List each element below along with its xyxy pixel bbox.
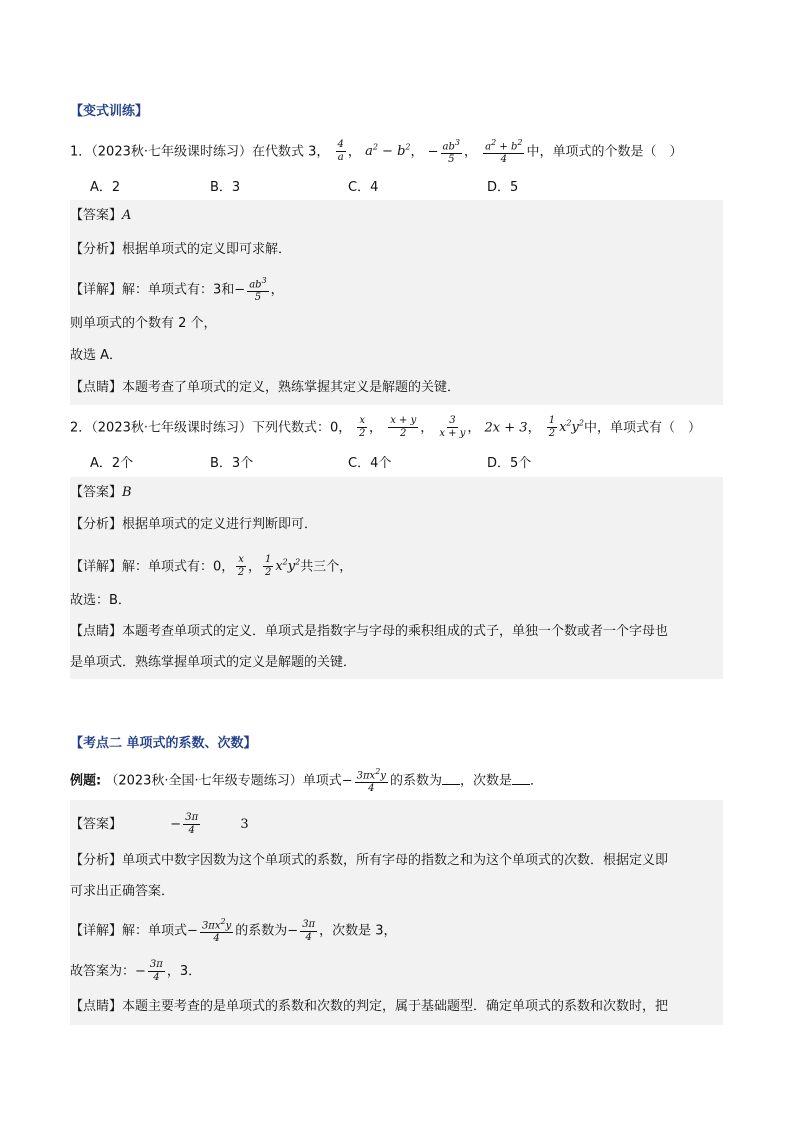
example-detail: 【详解】解：单项式− $\frac{3\pi x^2y}{4}$ 的系数为− $\frac{3\pi}{4}$ ，次数是 3， [70, 917, 397, 945]
q2-comment-line-2: 是单项式．熟练掌握单项式的定义是解题的关键． [70, 655, 357, 670]
example-final-answer: 故答案为：− $\frac{3\pi}{4}$ ，3． [70, 959, 202, 983]
q1-detail-line-2: 则单项式的个数有 2 个， [70, 316, 217, 331]
question-1-stem: 1．（2023秋·七年级课时练习）在代数式 3， $\frac{4}{a}$ ， $a^2 - b^2$， − $\frac{ab^3}{5}$ ， $\frac{a^2 + b^2}{4}$ 中，单项式的个数是（ ） [70, 137, 683, 165]
q1-analysis: 【分析】根据单项式的定义即可求解． [70, 242, 292, 257]
fraction-4-over-a: $\frac{4}{a}$ [337, 139, 344, 164]
fraction-ab3-over-5: $\frac{ab^3}{5}$ [442, 137, 461, 165]
q1-option-d: D．5 [487, 180, 519, 195]
example-stem: 例题: （2023秋·全国·七年级专题练习）单项式− $\frac{3\pi x^2y}{4}$ 的系数为 ，次数是 ． [70, 767, 543, 795]
question-2-suffix: 中，单项式有（ ） [583, 420, 701, 436]
expr-a2-minus-b2: $a^2 - b^2$ [365, 143, 411, 160]
q2-analysis: 【分析】根据单项式的定义进行判断即可． [70, 517, 318, 532]
q2-comment-line-1: 【点睛】本题考查单项式的定义．单项式是指数字与字母的乘积组成的式子，单独一个数或者一个字母也 [70, 624, 669, 639]
q1-option-c: C．4 [348, 180, 379, 195]
q2-option-c: C．4个 [348, 456, 392, 471]
section-heading-variant-training: 【变式训练】 [70, 104, 149, 119]
example-analysis-line-2: 可求出正确答案． [70, 884, 175, 899]
example-analysis-line-1: 【分析】单项式中数字因数为这个单项式的系数，所有字母的指数之和为这个单项式的次数．根据定义即 [70, 853, 669, 868]
q1-comment: 【点睛】本题考查了单项式的定义，熟练掌握其定义是解题的关键． [70, 380, 461, 395]
q1-detail-line-3: 故选 A． [70, 348, 123, 363]
q1-answer: 【答案】A [70, 208, 132, 223]
q2-detail-line-2: 故选：B． [70, 593, 131, 608]
q1-detail: 【详解】解：单项式有：3和− $\frac{ab^3}{5}$ ， [70, 276, 284, 304]
q1-option-a: A．2 [90, 180, 121, 195]
section-heading-coefficient-degree: 【考点二 单项式的系数、次数】 [70, 736, 257, 751]
question-2-prefix: 2．（2023秋·七年级课时练习）下列代数式：0， [70, 420, 352, 436]
question-2-stem: 2．（2023秋·七年级课时练习）下列代数式：0， $\frac{x}{2}$ ， $\frac{x + y}{2}$ ， $\frac{3}{x + y}$ ， 2x + 3， $\frac{1}{2}$ $x^2y^2$中，单项式有（ ） [70, 415, 701, 440]
question-1-prefix: 1．（2023秋·七年级课时练习）在代数式 3， [70, 144, 330, 160]
q2-option-b: B．3个 [210, 456, 254, 471]
q1-option-b: B．3 [210, 180, 241, 195]
q2-option-d: D．5个 [487, 456, 532, 471]
example-answer: 【答案】 − $\frac{3\pi}{4}$ 3 [70, 812, 249, 836]
q2-detail: 【详解】解：单项式有：0， $\frac{x}{2}$ ， $\frac{1}{2}$ $x^2y^2$共三个， [70, 554, 353, 579]
example-comment: 【点睛】本题主要考查的是单项式的系数和次数的判定，属于基础题型．确定单项式的系数和次数时，把 [70, 999, 669, 1014]
question-1-suffix: 中，单项式的个数是（ ） [526, 144, 683, 160]
q2-option-a: A．2个 [90, 456, 134, 471]
fraction-a2-plus-b2-over-4: $\frac{a^2 + b^2}{4}$ [485, 137, 523, 165]
q2-answer: 【答案】B [70, 485, 132, 500]
